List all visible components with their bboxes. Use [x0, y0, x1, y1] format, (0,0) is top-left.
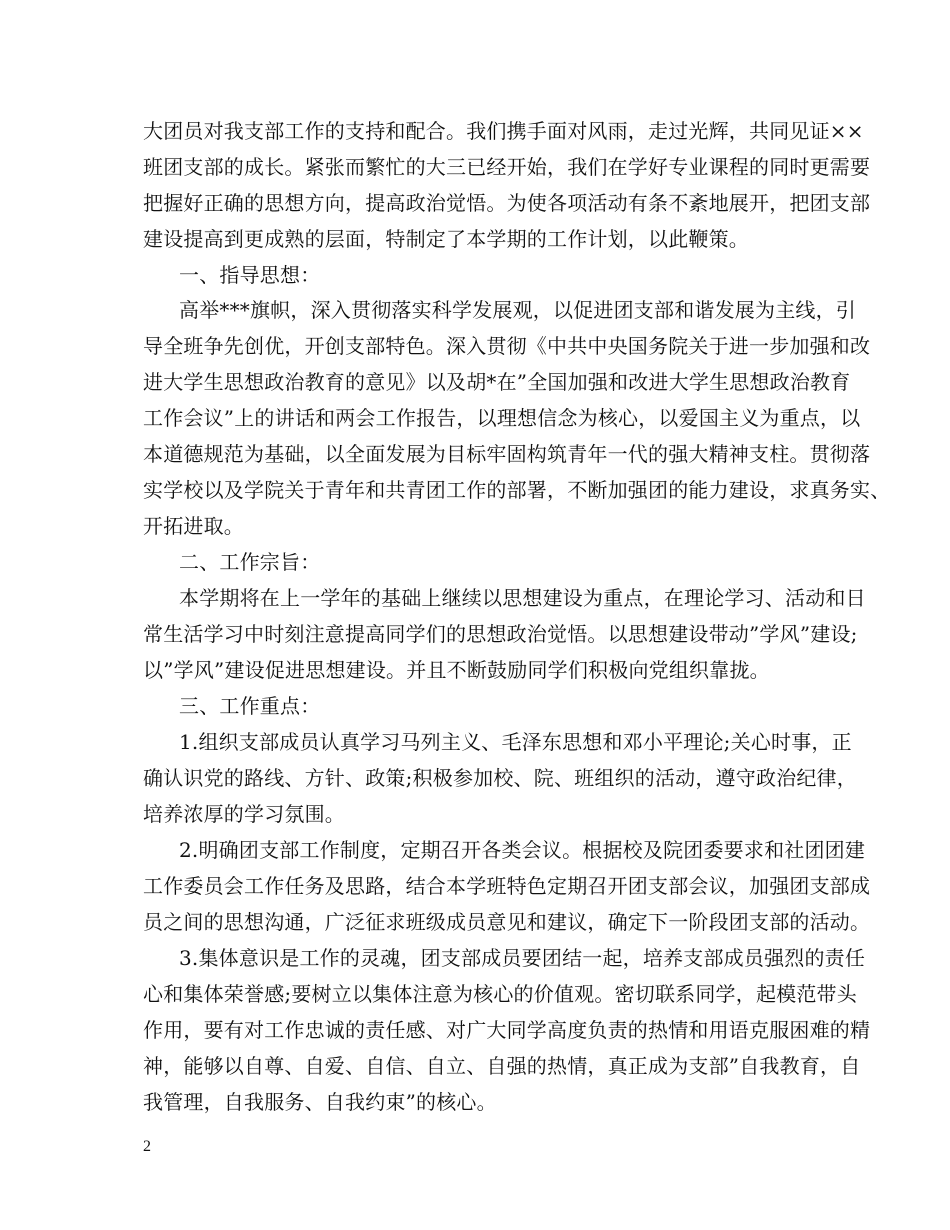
page-number: 2 — [143, 1138, 151, 1155]
text-line: 大团员对我支部工作的支持和配合。我们携手面对风雨，走过光辉，共同见证×× — [143, 119, 864, 143]
text-line: 工作委员会工作任务及思路，结合本学班特色定期召开团支部会议，加强团支部成 — [143, 874, 871, 898]
section-heading: 一、指导思想： — [179, 263, 321, 287]
text-line: 1.组织支部成员认真学习马列主义、毛泽东思想和邓小平理论;关心时事，正 — [179, 730, 852, 754]
text-line: 本道德规范为基础，以全面发展为目标牢固构筑青年一代的强大精神支柱。贯彻落 — [143, 442, 871, 466]
text-line: 建设提高到更成熟的层面，特制定了本学期的工作计划，以此鞭策。 — [143, 227, 749, 251]
text-line: 作用，要有对工作忠诚的责任感、对广大同学高度负责的热情和用语克服困难的精 — [143, 1018, 871, 1042]
text-line: 导全班争先创优，开创支部特色。深入贯彻《中共中央国务院关于进一步加强和改 — [143, 334, 871, 358]
section-heading: 三、工作重点： — [179, 694, 321, 718]
text-line: 3.集体意识是工作的灵魂，团支部成员要团结一起，培养支部成员强烈的责任 — [179, 946, 866, 970]
text-line: 工作会议”上的讲话和两会工作报告，以理想信念为核心，以爱国主义为重点，以 — [143, 406, 861, 430]
text-line: 高举***旗帜，深入贯彻落实科学发展观，以促进团支部和谐发展为主线，引 — [179, 298, 856, 322]
text-line: 以”学风”建设促进思想建设。并且不断鼓励同学们积极向党组织靠拢。 — [143, 658, 770, 682]
text-line: 常生活学习中时刻注意提高同学们的思想政治觉悟。以思想建设带动”学风”建设; — [143, 622, 858, 646]
text-line: 确认识党的路线、方针、政策;积极参加校、院、班组织的活动，遵守政治纪律， — [143, 766, 857, 790]
text-line: 把握好正确的思想方向，提高政治觉悟。为使各项活动有条不紊地展开，把团支部 — [143, 191, 871, 215]
text-line: 进大学生思想政治教育的意见》以及胡*在”全国加强和改进大学生思想政治教育 — [143, 370, 851, 394]
text-line: 神，能够以自尊、自爱、自信、自立、自强的热情，真正成为支部”自我教育，自 — [143, 1054, 861, 1078]
text-line: 本学期将在上一学年的基础上继续以思想建设为重点，在理论学习、活动和日 — [179, 586, 866, 610]
text-line: 培养浓厚的学习氛围。 — [143, 802, 345, 826]
text-line: 开拓进取。 — [143, 514, 244, 538]
text-line: 心和集体荣誉感;要树立以集体注意为核心的价值观。密切联系同学，起模范带头 — [143, 982, 857, 1006]
text-line: 我管理，自我服务、自我约束”的核心。 — [143, 1090, 497, 1114]
text-line: 员之间的思想沟通，广泛征求班级成员意见和建议，确定下一阶段团支部的活动。 — [143, 910, 871, 934]
text-line: 实学校以及学院关于青年和共青团工作的部署，不断加强团的能力建设，求真务实、 — [143, 478, 891, 502]
section-heading: 二、工作宗旨： — [179, 550, 321, 574]
text-line: 2.明确团支部工作制度，定期召开各类会议。根据校及院团委要求和社团团建 — [179, 838, 866, 862]
text-line: 班团支部的成长。紧张而繁忙的大三已经开始，我们在学好专业课程的同时更需要 — [143, 155, 871, 179]
